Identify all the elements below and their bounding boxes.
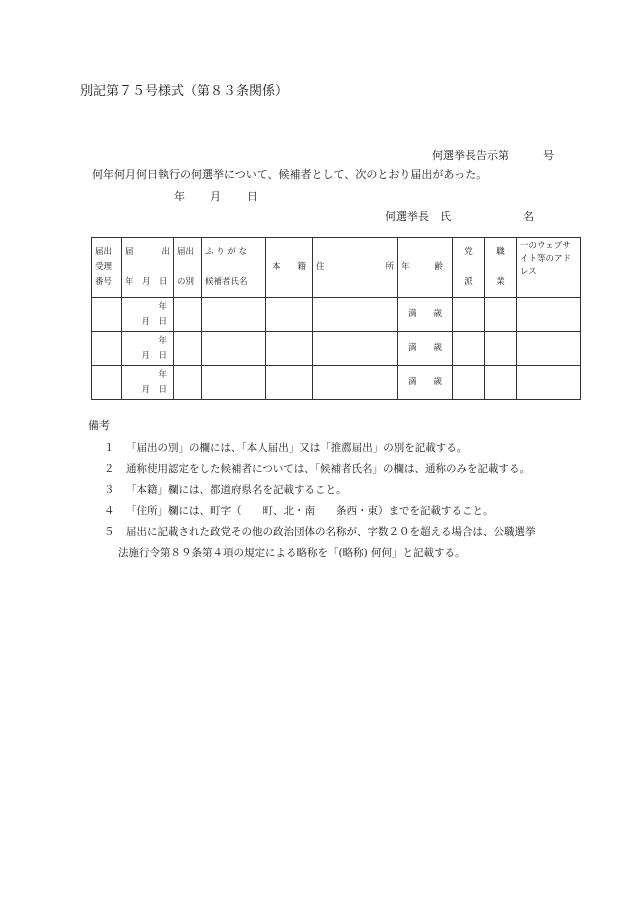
note-item: ３ 「本籍」欄には、都道府県名を記載すること。: [104, 484, 347, 496]
note-item: ４ 「住所」欄には、町字（ 町、北・南 条西・東）までを記載すること。: [104, 505, 494, 517]
table-row: [92, 366, 581, 400]
cell-website: [517, 298, 581, 332]
cell-occupation: [485, 298, 517, 332]
header-filing-date: 届 出 年 月 日: [122, 238, 174, 298]
date-year: 年: [174, 190, 185, 203]
note-continuation: 法施行令第８９条第４項の規定による略称を「(略称) 何何」と記載する。: [118, 547, 466, 559]
candidate-table: [91, 237, 581, 400]
cell-type: [174, 332, 202, 366]
cell-name: [202, 366, 266, 400]
cell-age: 満 歳: [398, 332, 453, 366]
note-item: ２ 通称使用認定をした候補者については、「候補者氏名」の欄は、通称のみを記載する。: [104, 463, 531, 475]
notice-number: [432, 147, 554, 163]
note-item: １ 「届出の別」の欄には、「本人届出」又は「推薦届出」の別を記載する。: [104, 442, 468, 454]
table-row: [92, 332, 581, 366]
note-item: ５ 届出に記載された政党その他の政治団体の名称が、字数２０を超える場合は、公職選挙: [104, 526, 536, 538]
header-domicile: 本 籍: [266, 238, 313, 298]
cell-occupation: [485, 366, 517, 400]
table-row: [92, 298, 581, 332]
cell-party: [453, 366, 485, 400]
notice-prefix: 何選挙長告示第: [432, 149, 509, 162]
cell-date: 年 月 日: [122, 366, 174, 400]
cell-domicile: [266, 332, 313, 366]
header-filing-type: 届出 の別: [174, 238, 202, 298]
cell-receipt: [92, 366, 122, 400]
notice-suffix: 号: [543, 149, 554, 162]
cell-name: [202, 332, 266, 366]
date-month: 月: [210, 190, 221, 203]
cell-type: [174, 366, 202, 400]
cell-party: [453, 332, 485, 366]
notice-date: [174, 188, 258, 204]
form-title: 別記第７５号様式（第８３条関係）: [80, 84, 289, 99]
cell-name: [202, 298, 266, 332]
official-title: 何選挙長 氏: [385, 210, 451, 223]
cell-occupation: [485, 332, 517, 366]
notice-body: 何年何月何日執行の何選挙について、候補者として、次のとおり届出があった。: [92, 168, 488, 181]
header-receipt-number: 届出 受理 番号: [92, 238, 122, 298]
official-name-suffix: 名: [523, 210, 534, 223]
notes-heading: 備考: [88, 419, 110, 432]
cell-domicile: [266, 298, 313, 332]
cell-date: 年 月 日: [122, 298, 174, 332]
cell-address: [313, 332, 398, 366]
cell-domicile: [266, 366, 313, 400]
header-candidate-name: ふ り が な 候補者氏名: [202, 238, 266, 298]
cell-website: [517, 332, 581, 366]
header-website: 一のウェブサイト等のアドレス: [517, 238, 581, 298]
cell-website: [517, 366, 581, 400]
cell-party: [453, 298, 485, 332]
date-day: 日: [247, 190, 258, 203]
table-header-row: [92, 238, 581, 298]
cell-age: 満 歳: [398, 366, 453, 400]
cell-receipt: [92, 298, 122, 332]
header-occupation: 職 業: [485, 238, 517, 298]
header-party: 党 派: [453, 238, 485, 298]
cell-date: 年 月 日: [122, 332, 174, 366]
cell-address: [313, 298, 398, 332]
cell-age: 満 歳: [398, 298, 453, 332]
header-address: 住 所: [313, 238, 398, 298]
cell-address: [313, 366, 398, 400]
cell-type: [174, 298, 202, 332]
header-age: 年 齢: [398, 238, 453, 298]
official-signature: [385, 208, 534, 224]
cell-receipt: [92, 332, 122, 366]
